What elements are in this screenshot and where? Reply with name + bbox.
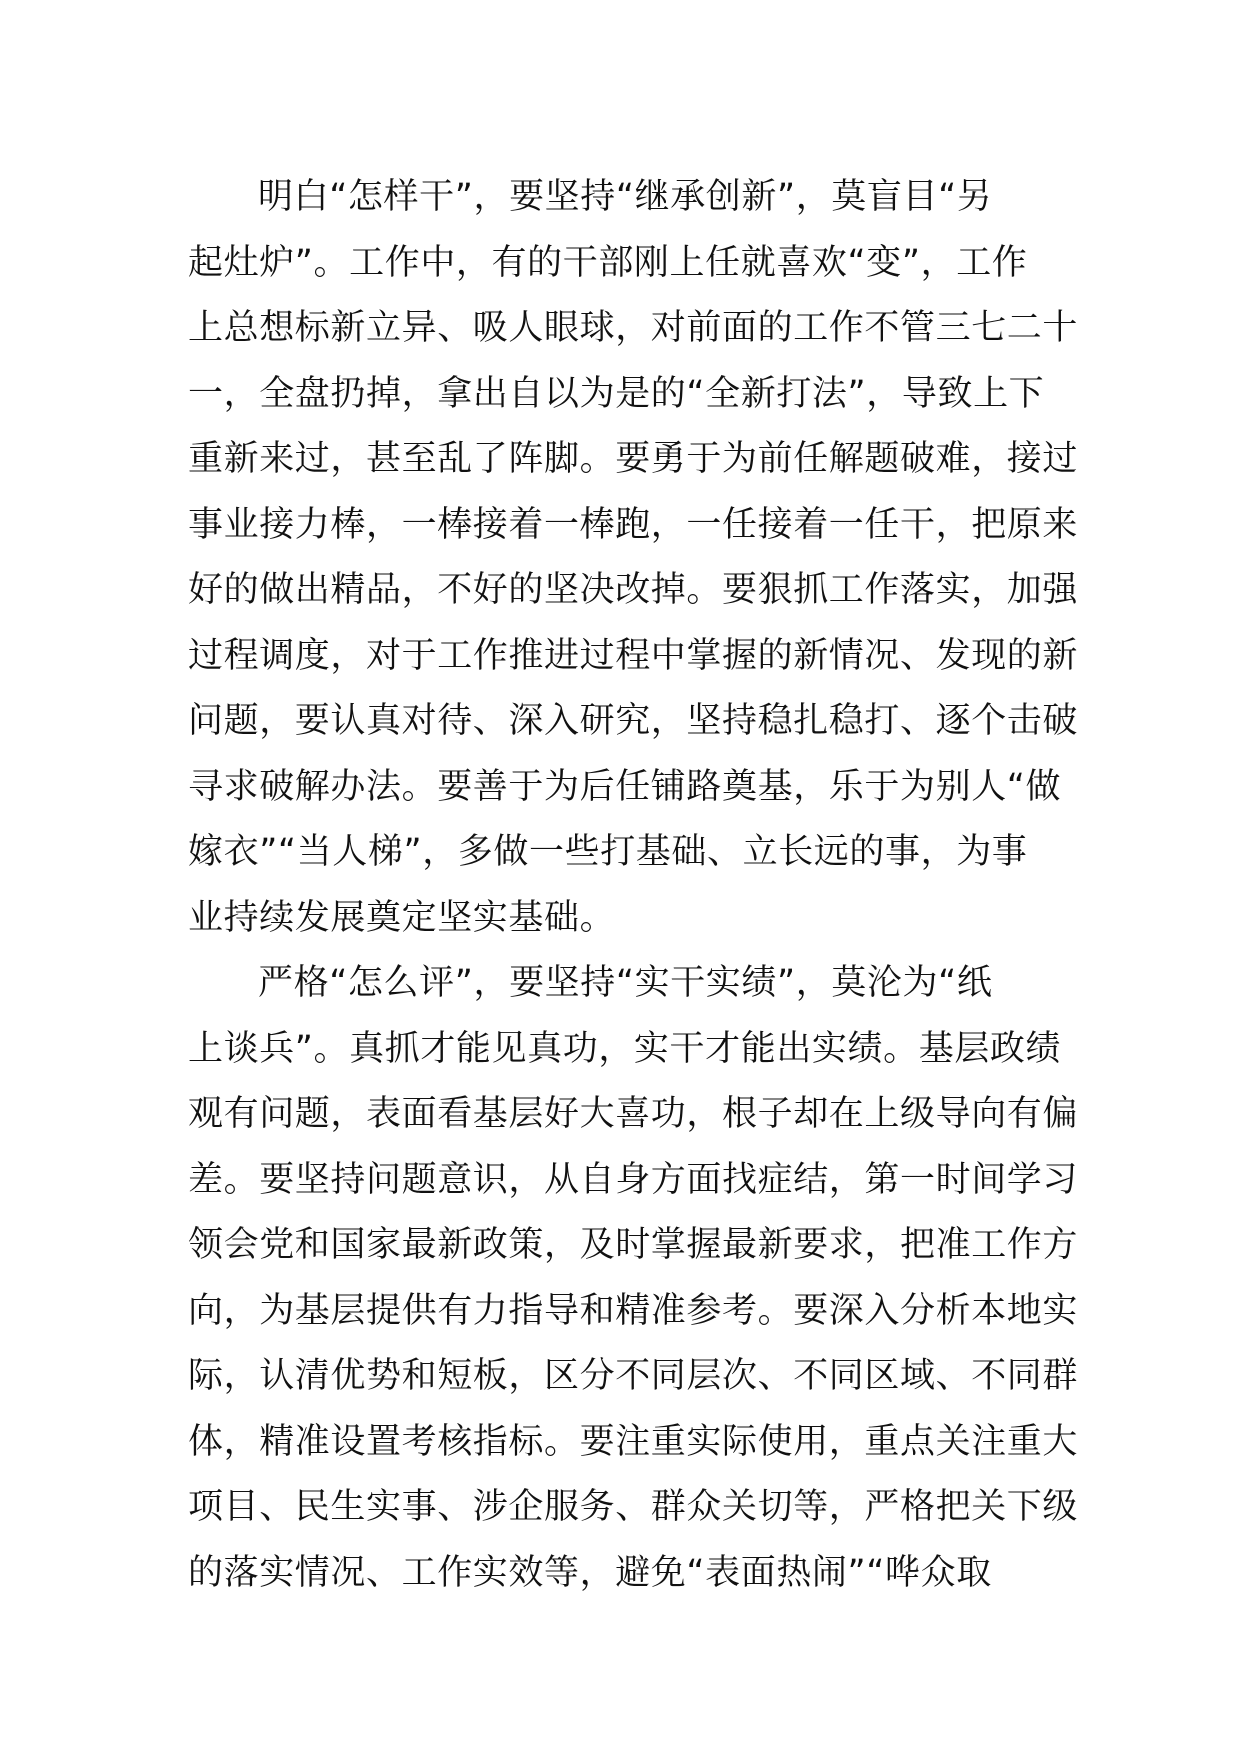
paragraph-1-line-1: 明白“怎样干”，要坚持“继承创新”，莫盲目“另 xyxy=(258,177,993,217)
paragraph-1-line-6: 事业接力棒，一棒接着一棒跑，一任接着一任干，把原来 xyxy=(188,504,1079,545)
paragraph-2-line-8: 体，精准设置考核指标。要注重实际使用，重点关注重大 xyxy=(188,1421,1079,1462)
paragraph-1-line-8: 过程调度，对于工作推进过程中掌握的新情况、发现的新 xyxy=(188,635,1079,676)
paragraph-1-line-3: 上总想标新立异、吸人眼球，对前面的工作不管三七二十 xyxy=(188,308,1079,348)
paragraph-2-line-3: 观有问题，表面看基层好大喜功，根子却在上级导向有偏 xyxy=(188,1094,1079,1134)
paragraph-2-line-6: 向，为基层提供有力指导和精准参考。要深入分析本地实 xyxy=(188,1290,1079,1331)
paragraph-1-line-4: 一，全盘扔掉，拿出自以为是的“全新打法”，导致上下 xyxy=(188,373,1045,414)
paragraph-2-line-7: 际，认清优势和短板，区分不同层次、不同区域、不同群 xyxy=(188,1356,1079,1396)
paragraph-1-line-11: 嫁衣”“当人梯”，多做一些打基础、立长远的事，为事 xyxy=(188,832,1028,872)
paragraph-1-line-9: 问题，要认真对待、深入研究，坚持稳扎稳打、逐个击破 xyxy=(188,701,1079,741)
paragraph-1-line-10: 寻求破解办法。要善于为后任铺路奠基，乐于为别人“做 xyxy=(188,766,1062,807)
paragraph-1-line-5: 重新来过，甚至乱了阵脚。要勇于为前任解题破难，接过 xyxy=(188,439,1079,479)
paragraph-2-line-2: 上谈兵”。真抓才能见真功，实干才能出实绩。基层政绩 xyxy=(188,1028,1062,1069)
paragraph-1-line-2: 起灶炉”。工作中，有的干部刚上任就喜欢“变”，工作 xyxy=(188,242,1028,283)
paragraph-1-line-7: 好的做出精品，不好的坚决改掉。要狠抓工作落实，加强 xyxy=(188,570,1079,610)
paragraph-2-line-10: 的落实情况、工作实效等，避免“表面热闹”“哗众取 xyxy=(188,1552,992,1593)
document-body xyxy=(188,165,1079,1606)
paragraph-2-line-5: 领会党和国家最新政策，及时掌握最新要求，把准工作方 xyxy=(188,1225,1079,1265)
paragraph-2 xyxy=(188,951,1079,1606)
paragraph-1-line-12: 业持续发展奠定坚实基础。 xyxy=(188,897,616,938)
paragraph-2-line-1: 严格“怎么评”，要坚持“实干实绩”，莫沦为“纸 xyxy=(258,963,993,1003)
paragraph-2-line-4: 差。要坚持问题意识，从自身方面找症结，第一时间学习 xyxy=(188,1159,1079,1200)
paragraph-1 xyxy=(188,165,1079,951)
paragraph-2-line-9: 项目、民生实事、涉企服务、群众关切等，严格把关下级 xyxy=(188,1487,1079,1527)
